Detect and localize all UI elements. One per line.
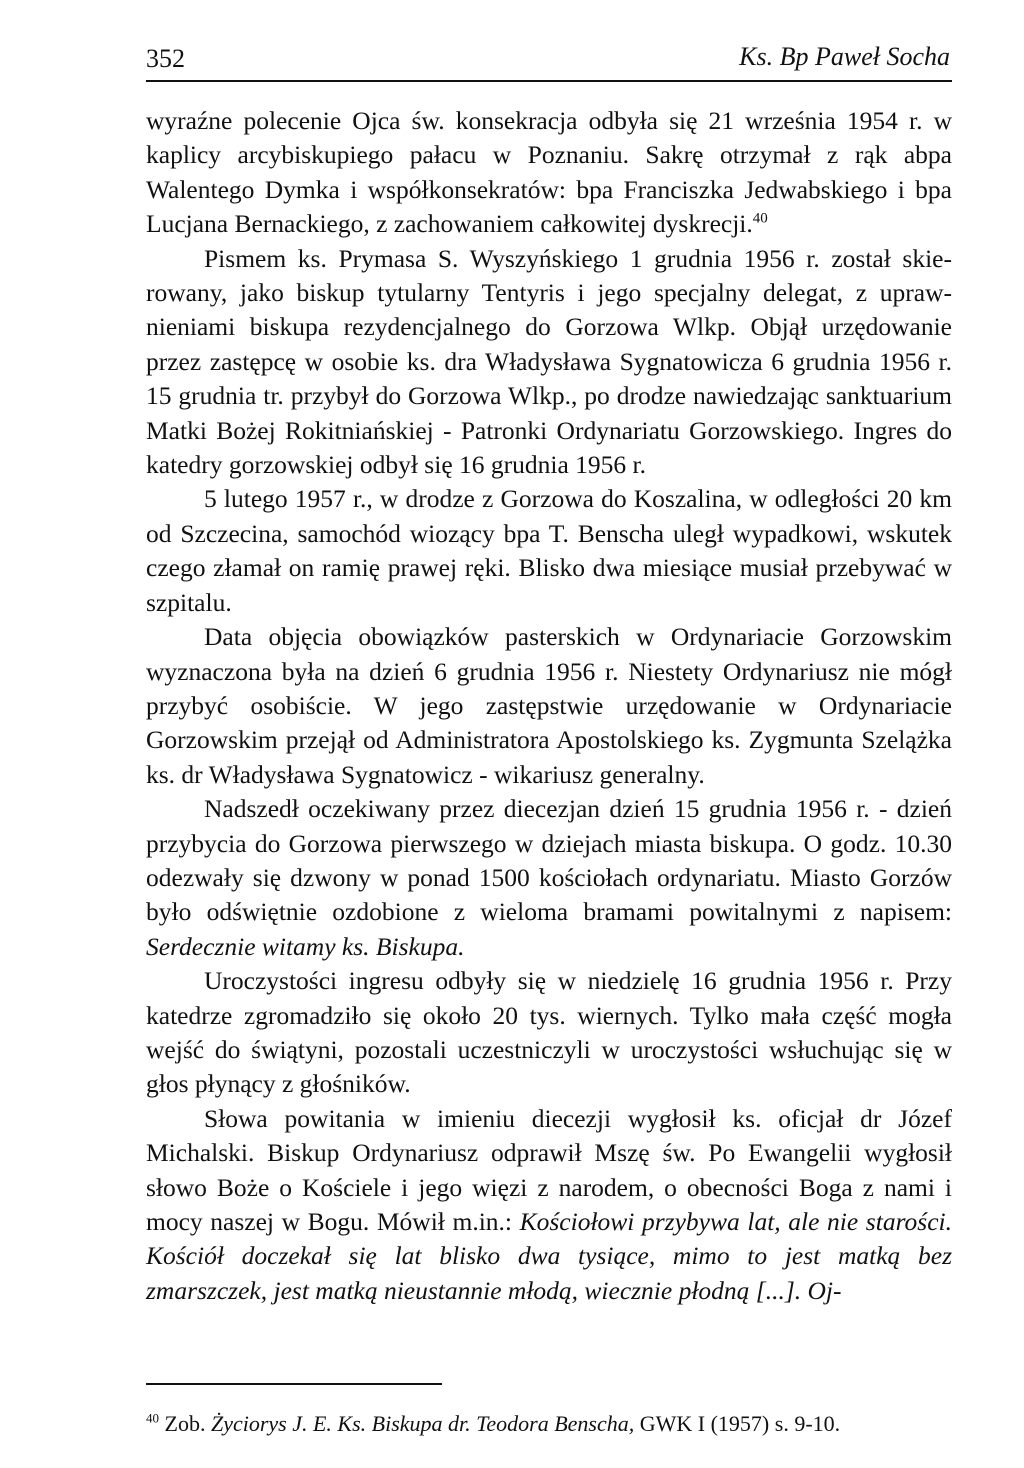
running-title: Ks. Bp Paweł Socha xyxy=(739,42,950,71)
paragraph xyxy=(146,620,952,792)
footnote-prefix: Zob. xyxy=(159,1411,211,1436)
italic-text: Kościołowi przybywa lat, ale nie starości. Kościół doczekał się lat blisko dwa tysiące, mimo to jest matką bez zmarszczek, jest matką nieustannie młodą, wiecznie płodną [...]. Oj- xyxy=(146,1207,952,1305)
footnote-reference: 40 xyxy=(752,210,768,227)
paragraph-text: Uroczystości ingresu odbyły się w niedzielę 16 grudnia 1956 r. Przy katedrze zgromadziło się około 20 tys. wiernych. Tylko mała część mogła wejść do świątyni, pozostali uczestniczyli w uroczystości wsłuchując się w głos płynący z głośników. xyxy=(146,966,952,1099)
footnote xyxy=(146,1410,946,1438)
footnote-marker: 40 xyxy=(146,1410,159,1426)
paragraph-text: Data objęcia obowiązków pasterskich w Ordynariacie Gorzowskim wyznaczona była na dzień 6 grudnia 1956 r. Niestety Ordynariusz nie mógł przybyć osobiście. W jego zastępstwie urzędowanie w Ordynariacie Gorzowskim przejął od Administratora Apostolskiego ks. Zygmunta Szelążka ks. dr Władysława Sygnatowicz - wikariusz generalny. xyxy=(146,622,952,789)
paragraph xyxy=(146,1102,952,1308)
paragraph xyxy=(146,482,952,620)
footnote-suffix: GWK I (1957) s. 9-10. xyxy=(634,1411,841,1436)
paragraph xyxy=(146,104,952,242)
page xyxy=(146,40,952,1308)
footnote-rule xyxy=(146,1383,442,1385)
paragraph-text: 5 lutego 1957 r., w drodze z Gorzowa do Koszalina, w odległości 20 km od Szczecina, samochód wiozący bpa T. Benscha uległ wypadkowi, wskutek czego złamał on ramię prawej ręki. Blisko dwa miesiące musiał przebywać w szpitalu. xyxy=(146,484,952,617)
page-number: 352 xyxy=(146,44,185,73)
body-text xyxy=(146,104,952,1308)
footnote-title: Życiorys J. E. Ks. Biskupa dr. Teodora Benscha, xyxy=(210,1411,635,1436)
running-head xyxy=(146,40,952,84)
paragraph-text: Słowa powitania w imieniu diecezji wygłosił ks. oficjał dr Józef Michalski. Biskup Ordynariusz odprawił Mszę św. Po Ewangelii wygłosił słowo Boże o Kościele i jego więzi z narodem, o obecności Boga z nami i mocy naszej w Bogu. Mówił m.in.: xyxy=(146,1103,952,1236)
paragraph xyxy=(146,242,952,483)
italic-text: Serdecznie witamy ks. Biskupa. xyxy=(146,931,465,961)
paragraph-text: Pismem ks. Prymasa S. Wyszyńskiego 1 grudnia 1956 r. został skierowany, jako biskup tytularny Tentyris i jego specjalny delegat, z uprawnieniami biskupa rezydencjalnego do Gorzowa Wlkp. Objął urzędowanie przez zastępcę w osobie ks. dra Władysława Sygnatowicza 6 grudnia 1956 r. 15 grudnia tr. przybył do Gorzowa Wlkp., po drodze nawiedzając sanktuarium Matki Bożej Rokitniańskiej - Patronki Ordynariatu Gorzowskiego. Ingres do katedry gorzowskiej odbył się 16 grudnia 1956 r. xyxy=(146,243,952,480)
paragraph-text: wyraźne polecenie Ojca św. konsekracja odbyła się 21 września 1954 r. w kaplicy arcybiskupiego pałacu w Poznaniu. Sakrę otrzymał z rąk abpa Walentego Dymka i współkonsekratów: bpa Franciszka Jedwabskiego i bpa Lucjana Bernackiego, z zachowaniem całkowitej dyskrecji. xyxy=(146,106,952,239)
header-rule xyxy=(146,80,952,82)
paragraph xyxy=(146,792,952,964)
paragraph xyxy=(146,964,952,1102)
paragraph-text: Nadszedł oczekiwany przez diecezjan dzień 15 grudnia 1956 r. - dzień przybycia do Gorzowa pierwszego w dziejach miasta biskupa. O godz. 10.30 odezwały się dzwony w ponad 1500 kościołach ordynariatu. Miasto Gorzów było odświętnie ozdobione z wieloma bramami powitalnymi z napisem: xyxy=(146,794,952,927)
